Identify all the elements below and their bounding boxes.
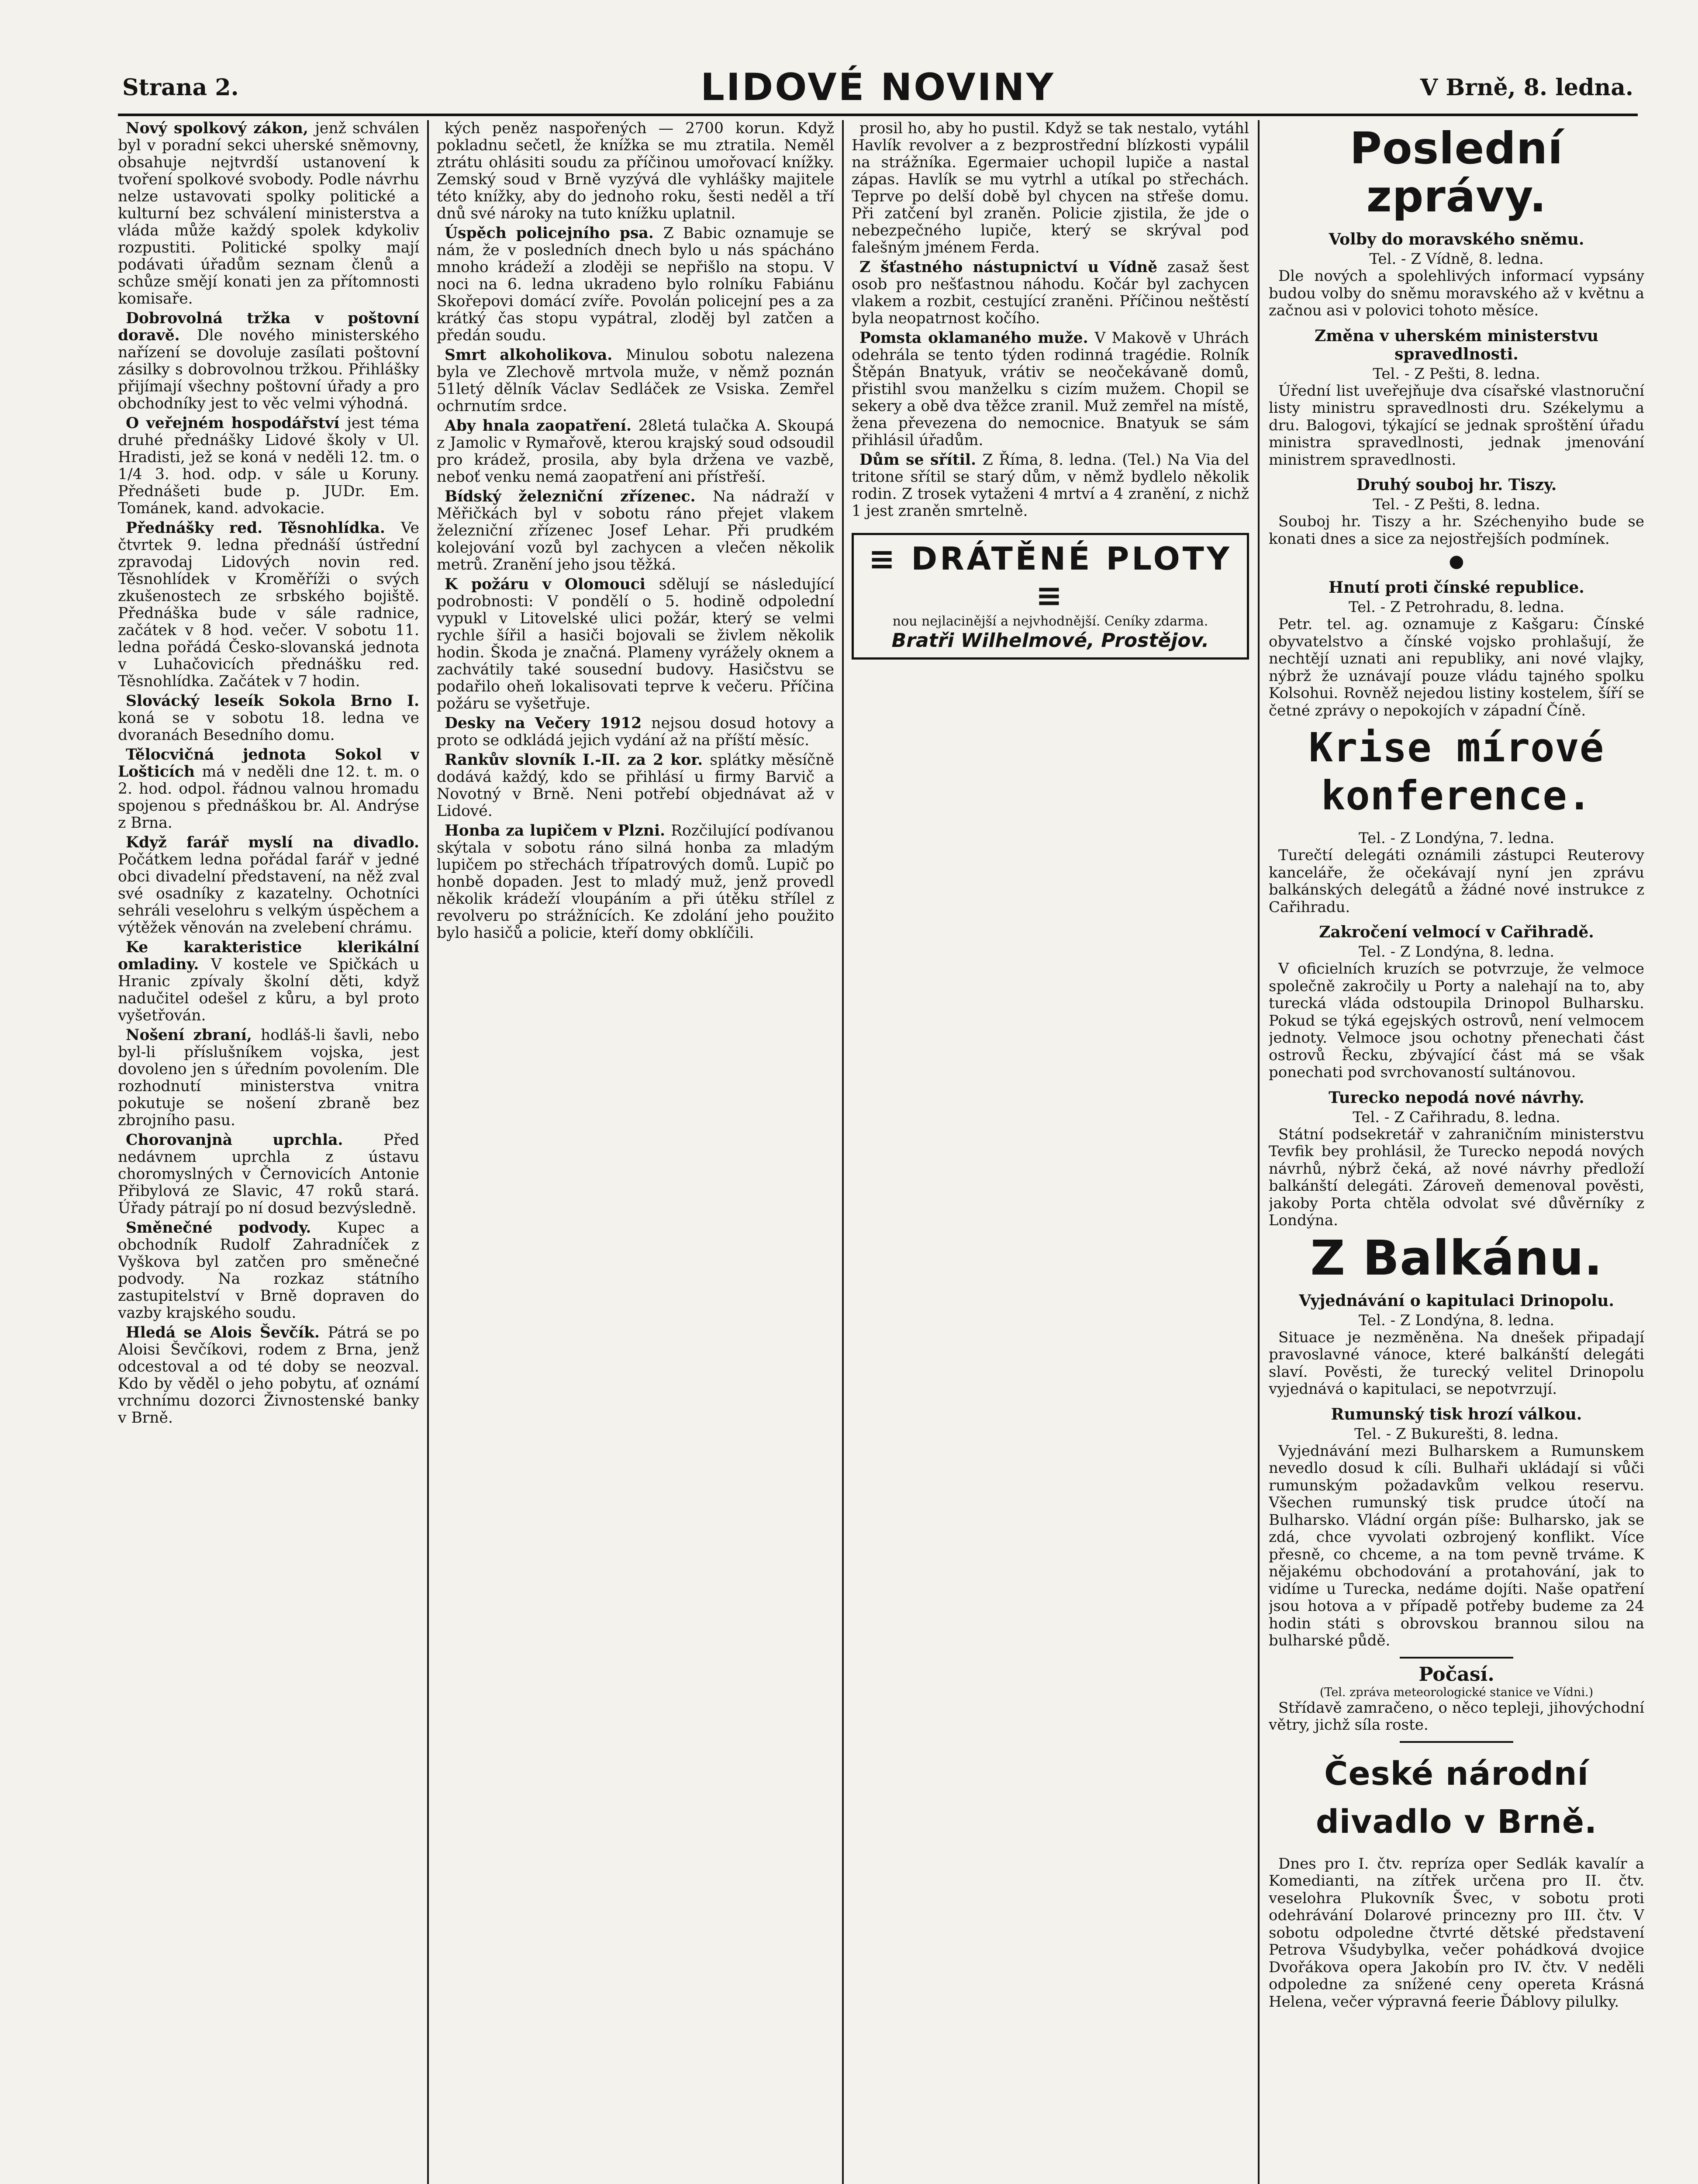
article: [437, 576, 834, 712]
article: [852, 330, 1249, 449]
article-headline: O veřejném hospodářství: [126, 415, 347, 432]
article: [118, 834, 419, 936]
article-headline: Ke karakteristice klerikální omladiny.: [118, 939, 419, 973]
article-body: prosil ho, aby ho pustil. Když se tak nestalo, vytáhl Havlík revolver a z bezprostřední blízkosti vypálil na strážníka. Egermaier uchopil lupiče a nastal zápas. Havlík se mu vytrhl a utíkal po střechách. Teprve po delší době byl chycen na střeše domu. Při zatčení byl zraněn. Policie zjistila, že jde o nebezpečného lupiče, který se skrýval pod falešným jménem Ferda.: [852, 120, 1249, 256]
article: [437, 225, 834, 344]
news-text: Situace je nezměněna. Na dnešek připadají pravoslavné vánoce, které balkánští delegáti slaví. Pověsti, že turecký velitel Drinopolu vyjednává o kapitulaci, se nepotvrzují.: [1269, 1328, 1644, 1398]
article-body: V Makově v Uhrách odehrála se tento týden rodinná tragédie. Rolník Štěpán Bnatyuk, vrátiv se neočekávaně domů, přistihl svou manželku s cizím mužem. Chopil se sekery a obě dva těžce zranil. Muž zemřel na místě, žena převezena do nemocnice. Bnatyuk se sám přihlásil úřadům.: [852, 329, 1249, 449]
article-body: Z Babic oznamuje se nám, že v posledních dnech bylo u nás spácháno mnoho krádeží a zloději se nepřišlo na stopu. V noci na 6. ledna ukradeno bylo rolníku Fabiánu Skořepovi domácí zvíře. Povolán policejní pes a za krátký čas stopu vypátral, zloděj byl zatčen a předán soudu.: [437, 225, 834, 344]
article: [852, 452, 1249, 520]
telegram-line: Tel. - Z Bukurešti, 8. ledna.: [1354, 1425, 1559, 1443]
article-headline: Desky na Večery 1912: [445, 715, 652, 732]
news-subheading: Turecko nepodá nové návrhy.: [1329, 1088, 1584, 1107]
balkan-items: [1269, 1292, 1644, 1650]
theatre-text: Dnes pro I. čtv. repríza oper Sedlák kavalír a Komedianti, na zítřek určena pro II. čtv. veselohra Plukovník Švec, v sobotu proti odehrávání Dolarové princezny pro III. čtv. V sobotu odpoledne čtvrté dětské představení Petrova Všudybylka, večer pohádková dvojice Dvořákova opera Jakobín pro IV. čtv. V neděli odpoledne za snížené ceny opereta Krásná Helena, večer výpravná feerie Ďáblovy pilulky.: [1269, 1855, 1644, 2011]
article: [118, 746, 419, 832]
article: [118, 1220, 419, 1322]
news-text: Petr. tel. ag. oznamuje z Kašgaru: Čínské obyvatelstvo a čínské vojsko prohlašují, že nechtějí uznati ani republiky, ani nové vlajky, nýbrž že uznávají pouze vládu tajného spolku Kolsohui. Rovněž nejedou listiny kostelem, šíří se četné zprávy o nepokojích v západní Číně.: [1269, 615, 1644, 719]
article-headline: Nový spolkový zákon,: [126, 120, 315, 137]
latest-news-items: [1269, 230, 1644, 719]
news-subheading: Hnutí proti čínské republice.: [1329, 578, 1584, 597]
article-body: jest téma druhé přednášky Lidové školy v Ul. Hradisti, jež se koná v neděli 12. tm. o 1/4 3. hod. odp. v sále u Koruny. Přednášeti bude p. JUDr. Em. Tománek, kand. advokacie.: [118, 415, 419, 517]
bullet-separator: ●: [1449, 551, 1464, 571]
divider: [1400, 1657, 1513, 1659]
telegram-line: Tel. - Z Londýna, 8. ledna.: [1358, 943, 1555, 961]
article-body: nejsou dosud hotovy a proto se odkládá jejich vydání až na příští měsíc.: [437, 715, 834, 749]
article-body: Počátkem ledna pořádal farář v jedné obci divadelní představení, na něž zval své osadníky z kazatelny. Ochotníci sehráli veselohru s velkým úspěchem a výtěžek věnován na zvelebení chrámu.: [118, 851, 419, 936]
ad-headline: ≡ DRÁTĚNÉ PLOTY ≡: [868, 540, 1232, 614]
news-text: Státní podsekretář v zahraničním ministerstvu Tevfik bey prohlásil, že Turecko nepodá nových návrhů, nýbrž čeká, až nové návrhy předloží balkánští delegáti. Zároveň demenoval pověsti, jakoby Porta chtěla odvolat své důvěrníky z Londýna.: [1269, 1125, 1644, 1229]
article-headline: Smrt alkoholikova.: [445, 346, 626, 364]
masthead: [118, 66, 1638, 116]
article-body: Pátrá se po Aloisi Ševčíkovi, rodem z Brna, jenž odcestoval a od té doby se neozval. Kdo by věděl o jeho pobytu, ať oznámí vrchnímu dozorci Živnostenské banky v Brně.: [118, 1324, 419, 1427]
article-body: splátky měsíčně dodává každý, kdo se přihlásí u firmy Barvič a Novotný v Brně. Neni potřebí objednávat až v Lidové.: [437, 751, 834, 820]
article-body: Rozčilující podívanou skýtala v sobotu ráno silná honba za mladým lupičem po střechách třípatrových domů. Lupič po honbě dopaden. Jest to mladý muž, jenž provedl několik krádeží vloupáním a při útěku střílel z revolveru po strážnících. Ke zdolání jeho použito bylo hasičů a policie, kteří domy obklíčili.: [437, 822, 834, 942]
column-rule: [1258, 120, 1260, 2184]
article: [118, 693, 419, 744]
column-2: [437, 120, 834, 2184]
article: [437, 120, 834, 222]
article-headline: Honba za lupičem v Plzni.: [445, 822, 671, 840]
news-subheading: Volby do moravského sněmu.: [1329, 230, 1584, 249]
article: [437, 488, 834, 574]
news-subheading: Zakročení velmocí v Cařihradě.: [1319, 923, 1594, 941]
weather-source: (Tel. zpráva meteorologické stanice ve Vídni.): [1319, 1685, 1594, 1699]
article-headline: Směnečné podvody.: [126, 1219, 337, 1237]
article: [118, 415, 419, 517]
article-body: Ve čtvrtek 9. ledna přednáší ústřední zpravodaj Lidových novin red. Těsnohlídek v Kroměříži o svých zkušenostech ze srbského bojiště. Přednáška bude v sále radnice, začátek v 8 hod. večer. V sobotu 11. ledna pořádá Česko-slovanská jednota v Luhačovicích přednášku red. Těsnohlídka. Začátek v 7 hodin.: [118, 519, 419, 690]
article-body: Z Říma, 8. ledna. (Tel.) Na Via del tritone sřítil se starý dům, v němž bydlelo několik rodin. Z trosek vytaženi 4 mrtví a 4 zranění, z nichž 1 jest zraněn smrtelně.: [852, 451, 1249, 520]
article: [437, 822, 834, 942]
article: [118, 520, 419, 690]
article-body: zasaž šest osob pro nešťastnou náhodu. Kočár byl zachycen vlakem a rozbit, cestující zraněni. Příčinou neštěstí byla neopatrnost kočího.: [852, 259, 1249, 327]
article-headline: Rankův slovník I.-II. za 2 kor.: [445, 751, 710, 769]
article-body: kých peněz naspořených — 2700 korun. Když pokladnu sečetl, že knížka se mu ztratila. Neměl ztrátu ohlásiti soudu za příčinou umořovací knížky. Zemský soud v Brně vyzývá dle vyhlášky majitele této knížky, aby do jednoho roku, šesti neděl a tří dnů své nároky na tuto knížku uplatnil.: [437, 120, 834, 222]
news-text: Vyjednávání mezi Bulharskem a Rumunskem nevedlo dosud k cíli. Bulhaři ukládají si vůči rumunským požadavkům velkou reservu. Všechen rumunský tisk prudce útočí na Bulharsko. Vládní orgán píše: Bulharsko, jak se zdá, chce vyvolati ozbrojený konflikt. Více přesně, co chceme, a na tom pevně trváme. K nějakému obchodování a protahování, jak to vidíme u Turecka, nedáme dojíti. Naše opatření jsou hotova a v případě potřeby budeme za 24 hodin státi s obrovskou brannou silou na bulharské půdě.: [1269, 1442, 1644, 1649]
article: [118, 310, 419, 412]
article-headline: Bídský železniční zřízenec.: [445, 488, 713, 505]
article-body: má v neděli dne 12. t. m. o 2. hod. odpol. řádnou valnou hromadu spojenou s přednáškou br. Al. Andrýse z Brna.: [118, 763, 419, 832]
news-subheading: Vyjednávání o kapitulaci Drinopolu.: [1299, 1291, 1614, 1310]
article-body: Kupec a obchodník Rudolf Zahradníček z Vyškova byl zatčen pro směnečné podvody. Na rozkaz státního zastupitelství v Brně dopraven do vazby krajského soudu.: [118, 1219, 419, 1322]
column-3: [852, 120, 1249, 2184]
telegram-line: Tel. - Z Cařihradu, 8. ledna.: [1353, 1108, 1560, 1126]
article-headline: Pomsta oklamaného muže.: [859, 329, 1095, 347]
article-body: Dle nového ministerského nařízení se dovoluje zasílati poštovní zásilky s dobrovolnou tržkou. Přihlášky přijímají všechny poštovní úřady a pro obchodníky jest to věc velmi výhodná.: [118, 327, 419, 412]
telegram-line: Tel. - Z Londýna, 7. ledna.: [1358, 829, 1555, 847]
article-headline: Slovácký leseík Sokola Brno I.: [126, 692, 419, 710]
column-4: [1269, 120, 1644, 2184]
weather-heading: Počasí.: [1418, 1663, 1494, 1686]
ad-tagline: nou nejlacinější a nejvhodnější. Ceníky zdarma.: [892, 614, 1208, 629]
article: [118, 120, 419, 308]
article-headline: Hledá se Alois Ševčík.: [126, 1324, 328, 1341]
article: [118, 1132, 419, 1217]
article-body: jenž schválen byl v poradní sekci uherské sněmovny, obsahuje nejtvrdší ustanovení k tvoření spolkové svobody. Podle návrhu nelze ustavovati spolky politické a kulturní bez schválení ministerstva a vláda může každý spolek kdykoliv rozpustiti. Politické spolky mají podávati úřadům seznam členů a schůze smějí konati jen za přítomnosti komisaře.: [118, 120, 419, 308]
news-text: Souboj hr. Tiszy a hr. Széchenyiho bude se konati dnes a sice za nejostřejších podmínek.: [1269, 513, 1644, 548]
article-headline: Nošení zbraní,: [126, 1026, 261, 1044]
article-headline: Úspěch policejního psa.: [445, 225, 663, 242]
news-text: Úřední list uveřejňuje dva císařské vlastnoruční listy ministru spravedlnosti dru. Székelymu a dru. Balogovi, týkající se jednak sproštění úřadu ministra spravedlnosti, jednak jmenování ministrem spravedlnosti.: [1269, 382, 1644, 469]
column-rule: [427, 120, 429, 2184]
article-body: sdělují se následující podrobnosti: V pondělí o 5. hodině odpolední vypukl v Litovelské ulici požár, který se velmi rychle šířil a hasiči bojovali se živlem několik hodin. Škoda je značná. Plameny vyrážely oknem a zachvátily také sousední budovy. Hasičstvu se podařilo oheň lokalisovati teprve k večeru. Příčina požáru se vyšetřuje.: [437, 576, 834, 712]
article: [437, 418, 834, 486]
news-text: V oficielních kruzích se potvrzuje, že velmoce společně zakročily u Porty a nalehají na to, aby turecká vláda odstoupila Drinopol Bulharsku. Pokud se týká egejských ostrovů, není velmocem jednoty. Velmoce jsou ochotny přenechati část ostrovů Řecku, zbývající část má se však ponechati pod svrchovaností sultánovou.: [1269, 960, 1644, 1081]
column-rule: [842, 120, 844, 2184]
article-headline: Když farář myslí na divadlo.: [126, 834, 419, 851]
telegram-line: Tel. - Z Vídně, 8. ledna.: [1369, 250, 1544, 268]
article: [437, 347, 834, 415]
article-headline: K požáru v Olomouci: [445, 576, 659, 593]
article: [852, 120, 1249, 256]
article-headline: Aby hnala zaopatření.: [445, 417, 638, 435]
latest-news-heading: Poslední zprávy.: [1349, 123, 1563, 222]
article-headline: Chorovanjnà uprchla.: [126, 1131, 383, 1149]
article: [118, 1027, 419, 1129]
telegram-line: Tel. - Z Pešti, 8. ledna.: [1373, 496, 1540, 513]
news-text: Turečtí delegáti oznámili zástupci Reuterovy kanceláře, že očekávají nyní jen zprávu balkánských delegátů a žádné nové instrukce z Cařihradu.: [1269, 847, 1644, 916]
balkan-heading: Z Balkánu.: [1310, 1230, 1603, 1286]
news-subheading: Změna v uherském ministerstvu spravedlnosti.: [1314, 326, 1599, 363]
news-subheading: Druhý souboj hr. Tiszy.: [1356, 476, 1557, 494]
column-1: [118, 120, 419, 2184]
article-body: Minulou sobotu nalezena byla ve Zlechově mrtvola muže, v němž poznán 51letý dělník Václav Sedláček ze Vsiska. Zemřel ochrnutím srdce.: [437, 346, 834, 415]
article: [437, 715, 834, 749]
peace-conference-items: [1269, 829, 1644, 1230]
article-body: Na nádraží v Měřičkách byl v sobotu ráno přejet vlakem železniční zřízenec Josef Lehar. Při prudkém kolejování vozů byl zachycen a vlečen několik metrů. Zranění jeho jsou těžká.: [437, 488, 834, 574]
article-body: hodláš-li šavli, nebo byl-li příslušníkem vojska, jest dovoleno jen s úředním povolením. Dle rozhodnutí ministerstva vnitra pokutuje se nošení zbraně bez zbrojního pasu.: [118, 1026, 419, 1129]
fence-advertisement: [852, 533, 1249, 660]
divider: [1400, 1741, 1513, 1743]
news-text: Dle nových a spolehlivých informací vypsány budou volby do sněmu moravského až v květnu a začnou asi v polovici tohoto měsíce.: [1269, 267, 1644, 319]
article-body: Před nedávnem uprchla z ústavu choromyslných v Černovicích Antonie Přibylová ze Slavic, 47 roků stará. Úřady pátrají po ní dosud bezvýsledně.: [118, 1131, 419, 1217]
article: [852, 259, 1249, 327]
article: [437, 752, 834, 820]
telegram-line: Tel. - Z Londýna, 8. ledna.: [1358, 1311, 1555, 1329]
article: [118, 939, 419, 1024]
article-headline: Dům se sřítil.: [859, 451, 983, 469]
newspaper-title: LIDOVÉ NOVINY: [701, 66, 1055, 109]
theatre-heading: České národní divadlo v Brně.: [1315, 1755, 1598, 1841]
article-body: 28letá tulačka A. Skoupá z Jamolic v Rymařově, kterou krajský soud odsoudil pro krádež, prosila, aby byla držena ve vazbě, neboť venku nemá zaopatření ani přístřeší.: [437, 417, 834, 486]
article-body: V kostele ve Spičkách u Hranic zpívaly školní děti, když nadučitel odešel z kůru, a byl proto vyšetřován.: [118, 956, 419, 1024]
article: [118, 1324, 419, 1427]
article-headline: Tělocvičná jednota Sokol v Lošticích: [118, 746, 419, 781]
article-headline: Dobrovolná tržka v poštovní doravě.: [118, 310, 419, 344]
news-subheading: Rumunský tisk hrozí válkou.: [1331, 1405, 1582, 1424]
article-headline: Přednášky red. Těsnohlídka.: [126, 519, 401, 537]
ad-firm: Bratři Wilhelmové, Prostějov.: [891, 629, 1209, 652]
article-headline: Z šťastného nástupnictví u Vídně: [859, 259, 1168, 276]
weather-text: Střídavě zamračeno, o něco tepleji, jihovýchodní větry, jichž síla roste.: [1269, 1699, 1644, 1734]
peace-conference-heading: Krise mírové konference.: [1308, 724, 1605, 819]
page-number: Strana 2.: [122, 74, 239, 101]
telegram-line: Tel. - Z Petrohradu, 8. ledna.: [1349, 598, 1564, 616]
dateline: V Brně, 8. ledna.: [1420, 74, 1633, 101]
telegram-line: Tel. - Z Pešti, 8. ledna.: [1373, 365, 1540, 383]
article-body: koná se v sobotu 18. ledna ve dvoranách Besedního domu.: [118, 709, 419, 744]
